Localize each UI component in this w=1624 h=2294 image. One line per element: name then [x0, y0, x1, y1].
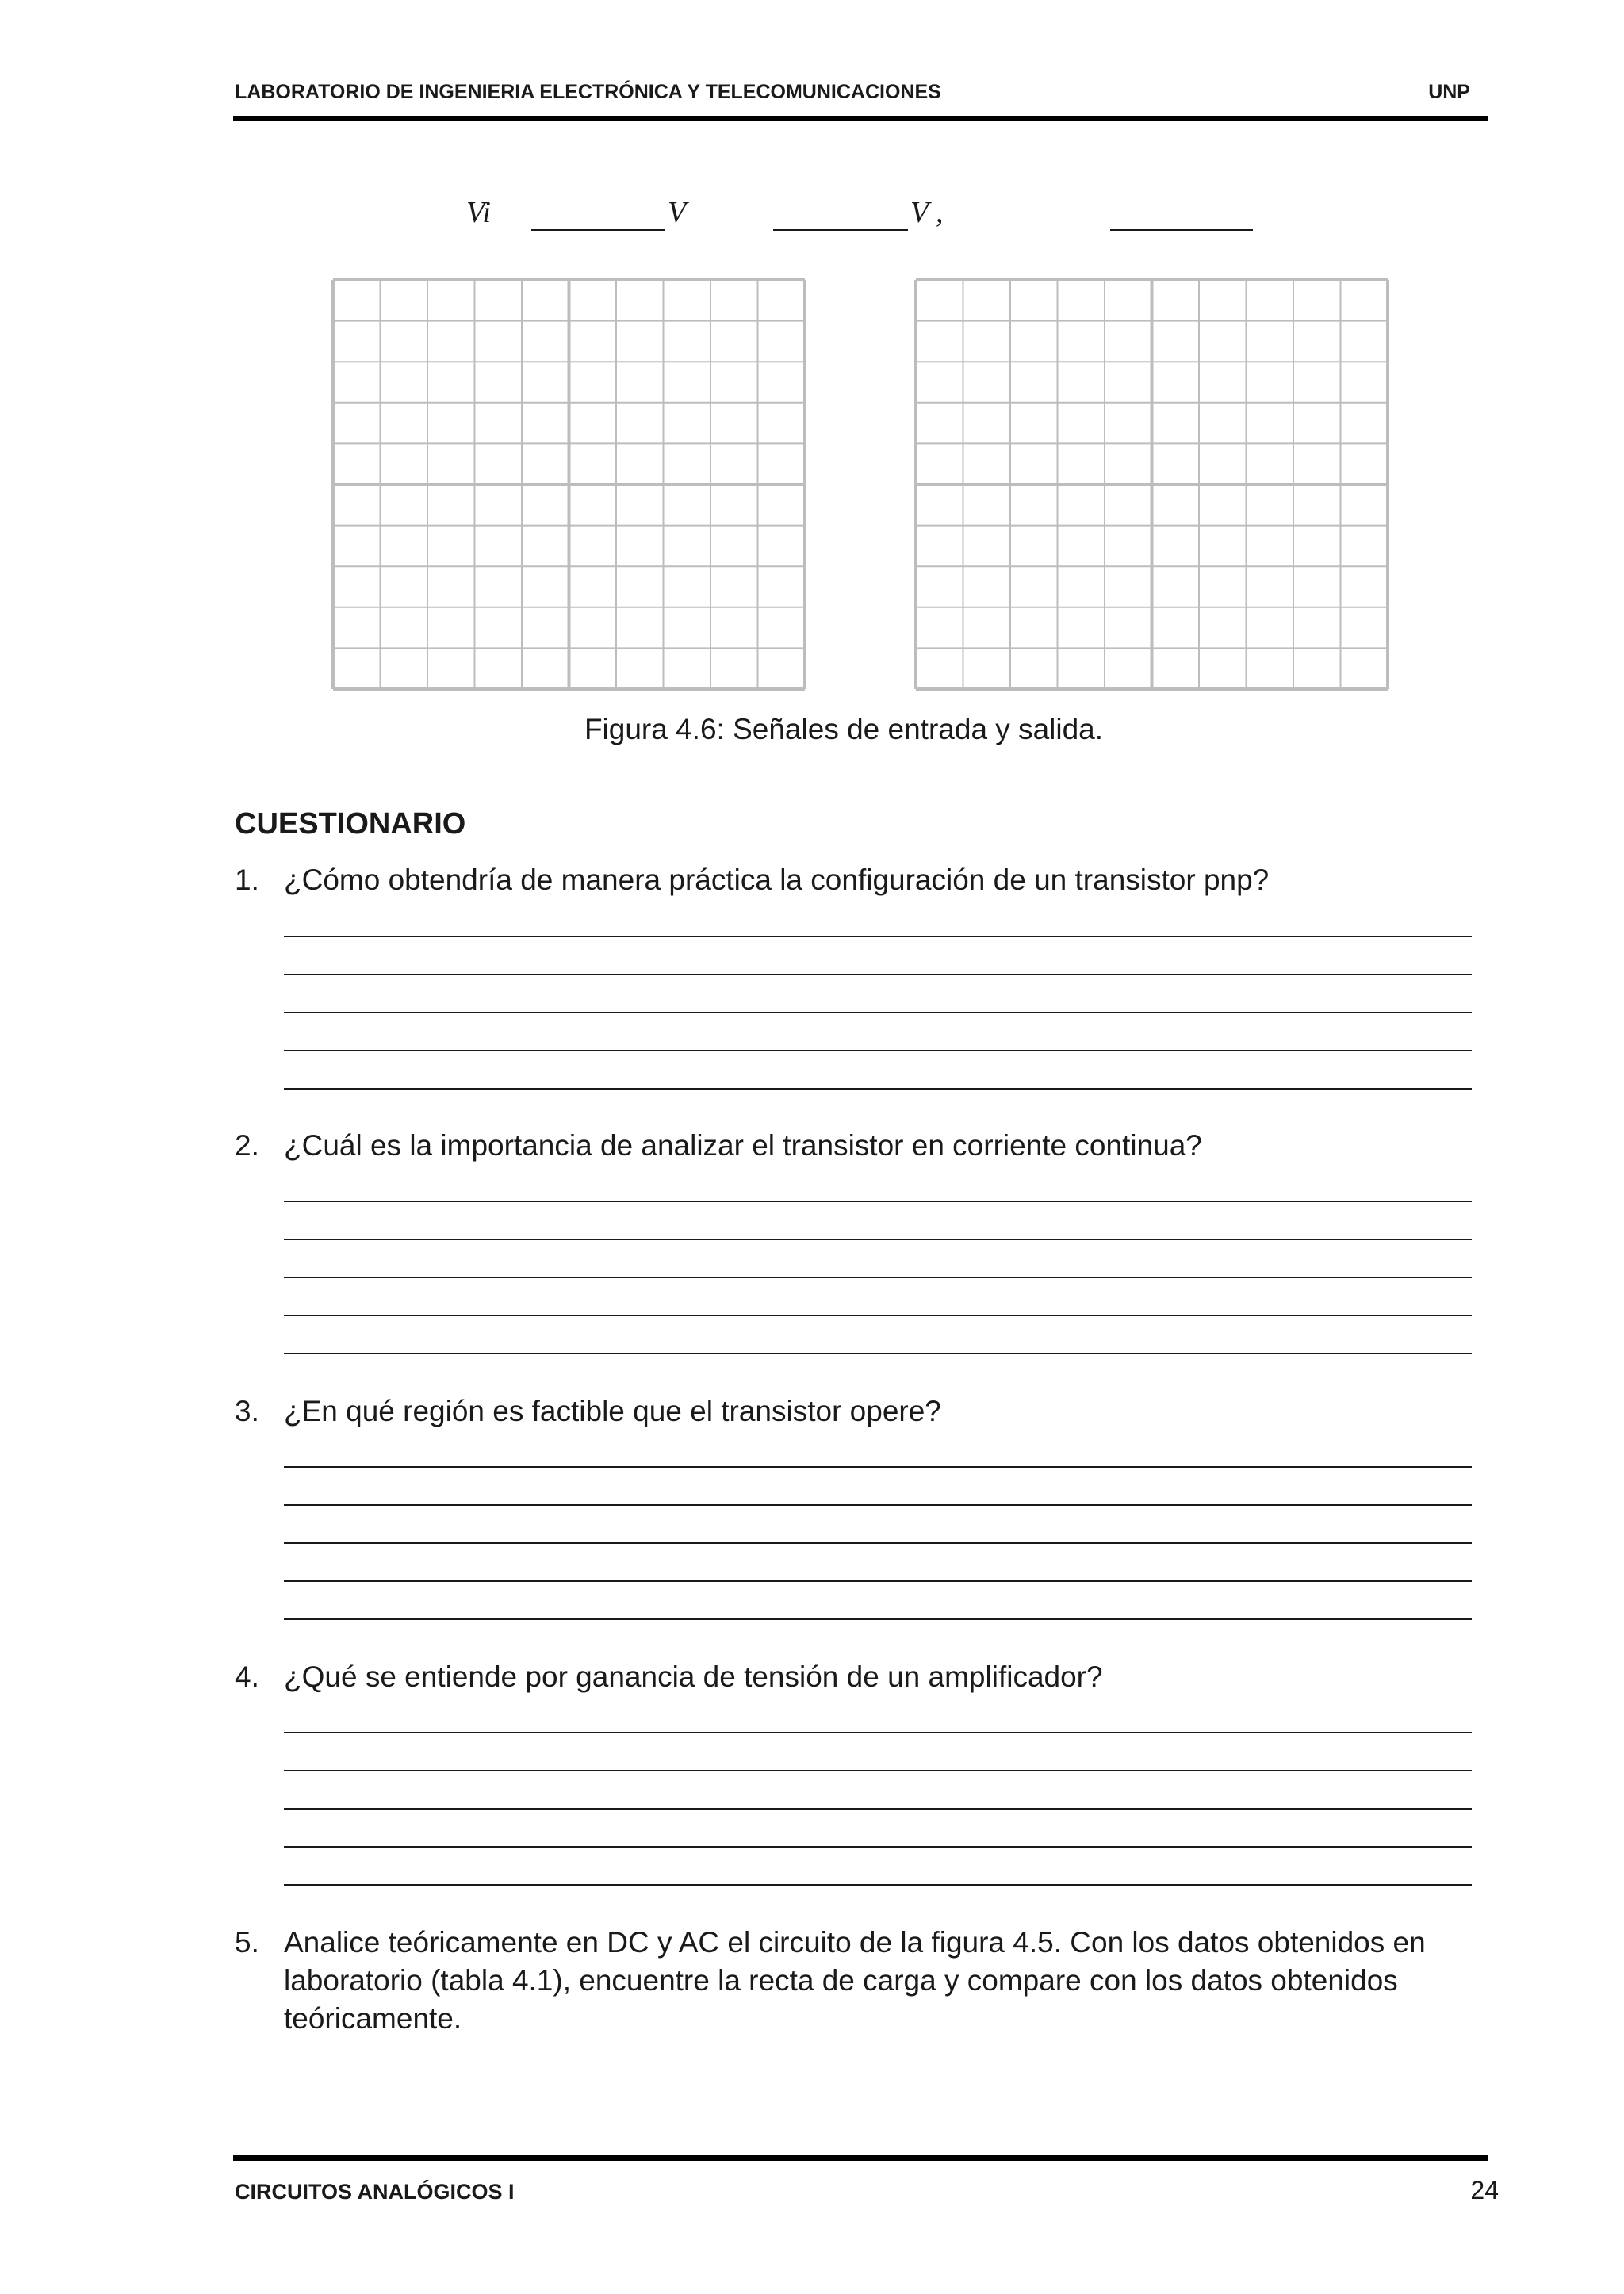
answer-line[interactable]	[284, 1732, 1472, 1733]
figure-caption: Figura 4.6: Señales de entrada y salida.	[584, 713, 1104, 745]
extra-blank[interactable]	[1110, 229, 1253, 231]
input-signal-grid	[331, 278, 806, 691]
answer-line[interactable]	[284, 1580, 1472, 1582]
answer-line[interactable]	[284, 1088, 1472, 1090]
page-number: 24	[1470, 2176, 1499, 2204]
answer-line[interactable]	[284, 1315, 1472, 1316]
answer-line[interactable]	[284, 1846, 1472, 1848]
output-signal-grid	[914, 278, 1389, 691]
question-number: 5.	[235, 1926, 259, 1959]
question-text: Analice teóricamente en DC y AC el circuito de la figura 4.5. Con los datos obtenidos en laboratorio (tabla 4.1), encuentre la recta de carga y compare con los datos obtenidos teóricamente.	[284, 1926, 1426, 2035]
footer-rule	[233, 2155, 1488, 2161]
vi-blank[interactable]	[531, 229, 665, 231]
question-text: ¿Cómo obtendría de manera práctica la configuración de un transistor pnp?	[284, 864, 1270, 896]
answer-line[interactable]	[284, 1504, 1472, 1506]
answer-line[interactable]	[284, 1770, 1472, 1771]
question-number: 4.	[235, 1660, 259, 1693]
answer-line[interactable]	[284, 1012, 1472, 1013]
footer-course-title: CIRCUITOS ANALÓGICOS I	[235, 2180, 515, 2204]
answer-line[interactable]	[284, 1050, 1472, 1051]
question-number: 2.	[235, 1129, 259, 1162]
answer-line[interactable]	[284, 1201, 1472, 1202]
question-number: 1.	[235, 864, 259, 896]
questionnaire-title: CUESTIONARIO	[235, 807, 466, 841]
answer-line[interactable]	[284, 1808, 1472, 1810]
answer-line[interactable]	[284, 1884, 1472, 1886]
answer-line[interactable]	[284, 1542, 1472, 1544]
page-header	[235, 78, 1484, 106]
vi-unit: V	[668, 196, 687, 229]
answer-line[interactable]	[284, 974, 1472, 975]
answer-line[interactable]	[284, 1277, 1472, 1278]
answer-line[interactable]	[284, 936, 1472, 937]
question-text: ¿En qué región es factible que el transistor opere?	[284, 1395, 941, 1427]
header-rule	[233, 116, 1488, 121]
question-number: 3.	[235, 1395, 259, 1427]
header-institution: UNP	[1428, 81, 1470, 103]
question-text: ¿Qué se entiende por ganancia de tensión de un amplificador?	[284, 1660, 1103, 1693]
header-lab-title: LABORATORIO DE INGENIERIA ELECTRÓNICA Y TELECOMUNICACIONES	[235, 81, 941, 103]
question-5	[235, 1924, 1488, 2035]
vo-unit: V ,	[910, 196, 944, 229]
vo-blank[interactable]	[773, 229, 908, 231]
answer-line[interactable]	[284, 1239, 1472, 1240]
vi-label: Vi	[466, 196, 491, 229]
answer-line[interactable]	[284, 1466, 1472, 1468]
question-text: ¿Cuál es la importancia de analizar el transistor en corriente continua?	[284, 1129, 1202, 1162]
answer-line[interactable]	[284, 1353, 1472, 1354]
answer-line[interactable]	[284, 1618, 1472, 1620]
